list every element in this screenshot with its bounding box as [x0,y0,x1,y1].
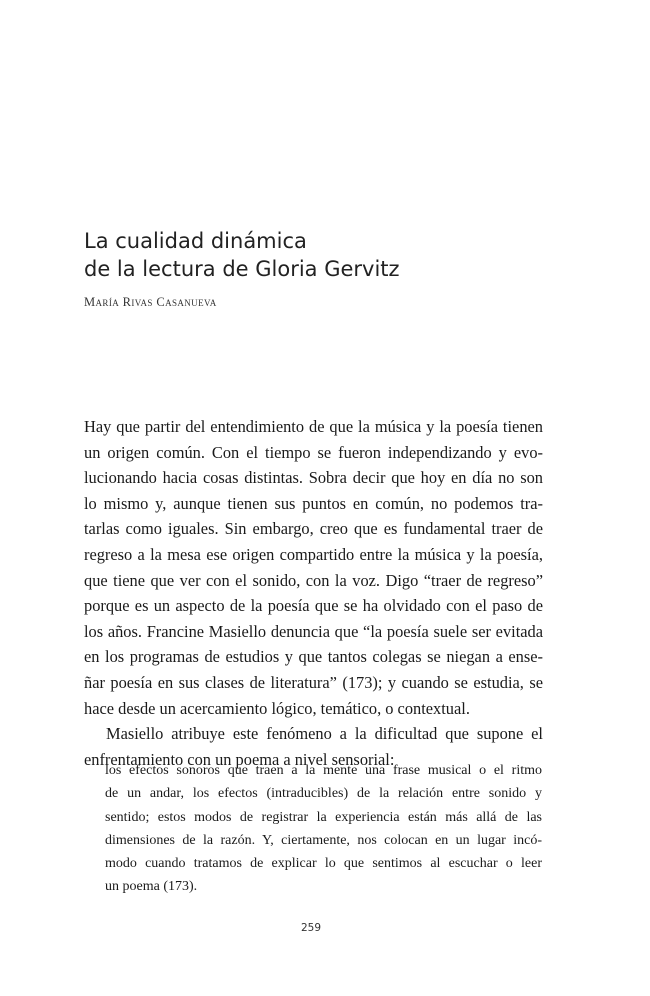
body-text [84,414,543,772]
article-title-line-1: La cualidad dinámica [84,229,307,253]
quote-line: de un andar, los efectos (intraducibles) de la relación entre sonido y [105,786,542,802]
text-line: un origen común. Con el tiempo se fueron independizando y evo- [84,442,543,462]
text-line: Masiello atribuye este fenómeno a la dificultad que supone el [106,724,543,744]
article-title [84,227,564,283]
text-line: porque es un aspecto de la poesía que se ha olvidado con el paso de [84,596,543,616]
text-line: regreso a la mesa ese origen compartido entre la música y la poesía, [84,544,543,564]
text-line: los años. Francine Masiello denuncia que “la poesía suele ser evitada [84,621,543,641]
quote-line: los efectos sonoros que traen a la mente una frase musical o el ritmo [105,763,542,778]
text-line: tarlas como iguales. Sin embargo, creo que es fundamental traer de [84,519,543,539]
text-line: ñar poesía en sus clases de literatura” (173); y cuando se estudia, se [84,672,543,692]
article-title-line-2: de la lectura de Gloria Gervitz [84,257,400,281]
text-line: hace desde un acercamiento lógico, temático, o contextual. [84,698,470,718]
quote-line: sentido; estos modos de registrar la experiencia están más allá de las [105,809,542,825]
quote-line: dimensiones de la razón. Y, ciertamente, nos colocan en un lugar incó- [105,832,542,848]
text-line: lo mismo y, aunque tienen sus puntos en común, no podemos tra- [84,493,543,513]
text-line: lucionando hacia cosas distintas. Sobra decir que hoy en día no son [84,468,543,488]
paragraph-1 [84,414,543,721]
text-line: que tiene que ver con el sonido, con la voz. Digo “traer de regreso” [84,570,543,590]
text-line: en los programas de estudios y que tantos colegas se niegan a ense- [84,647,543,667]
block-quote [105,759,542,899]
page-number: 259 [300,922,322,934]
text-line: enfrentamiento con un poema a nivel sensorial: [84,749,395,769]
text-line: Hay que partir del entendimiento de que la música y la poesía tienen [84,417,543,436]
quote-line: modo cuando tratamos de explicar lo que sentimos al escuchar o leer [105,856,542,872]
quote-line: un poema (173). [105,879,198,895]
author-name: María Rivas Casanueva [84,295,217,309]
